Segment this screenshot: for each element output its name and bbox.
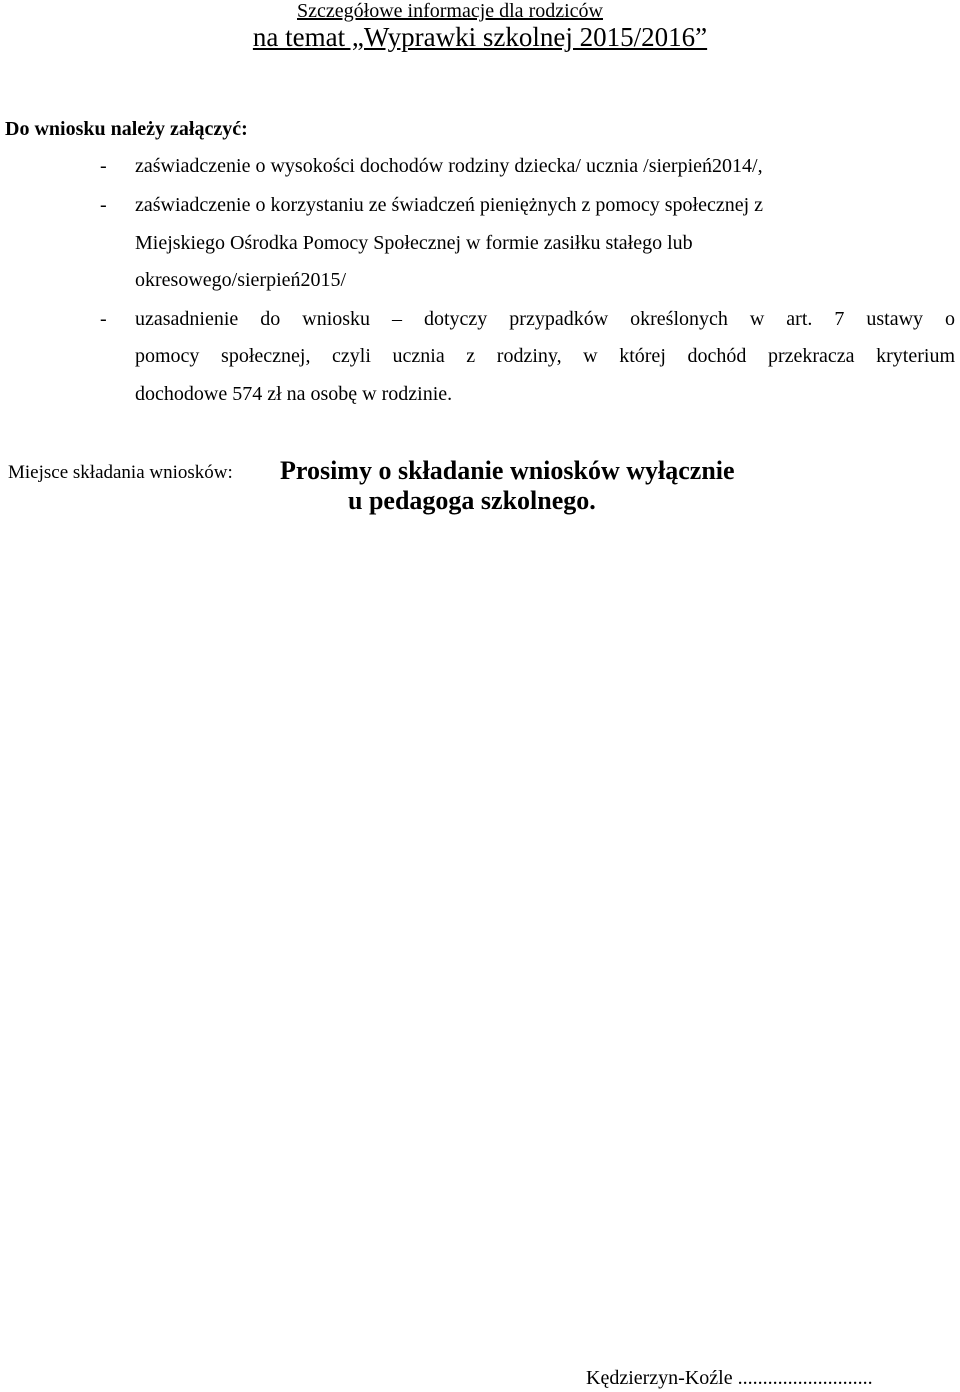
- list-item-justification-cont: dochodowe 574 zł na osobę w rodzinie.: [135, 383, 453, 405]
- document-title: Szczegółowe informacje dla rodziców: [297, 0, 603, 22]
- submission-value: Prosimy o składanie wniosków wyłącznie: [280, 456, 735, 485]
- list-item-welfare-certificate-cont: Miejskiego Ośrodka Pomocy Społecznej w formie zasiłku stałego lub: [135, 232, 693, 254]
- place-date-line: Kędzierzyn-Koźle ...........................: [586, 1367, 873, 1389]
- document-subtitle: na temat „Wyprawki szkolnej 2015/2016”: [252, 22, 708, 52]
- attachments-heading: Do wniosku należy załączyć:: [5, 118, 248, 140]
- list-item-welfare-certificate: zaświadczenie o korzystaniu ze świadczeń pieniężnych z pomocy społecznej z: [135, 194, 764, 216]
- list-item-justification: uzasadnienie do wniosku – dotyczy przypadków określonych w art. 7 ustawy o: [135, 308, 955, 330]
- list-bullet: -: [100, 308, 107, 330]
- list-bullet: -: [100, 194, 107, 216]
- submission-value-cont: u pedagoga szkolnego.: [348, 486, 596, 515]
- submission-label: Miejsce składania wniosków:: [8, 462, 233, 483]
- list-bullet: -: [100, 155, 107, 177]
- list-item-welfare-certificate-cont: okresowego/sierpień2015/: [135, 269, 347, 291]
- list-item-income-certificate: zaświadczenie o wysokości dochodów rodziny dziecka/ ucznia /sierpień2014/,: [135, 155, 763, 177]
- list-item-justification-cont: pomocy społecznej, czyli ucznia z rodziny, w której dochód przekracza kryterium: [135, 345, 955, 367]
